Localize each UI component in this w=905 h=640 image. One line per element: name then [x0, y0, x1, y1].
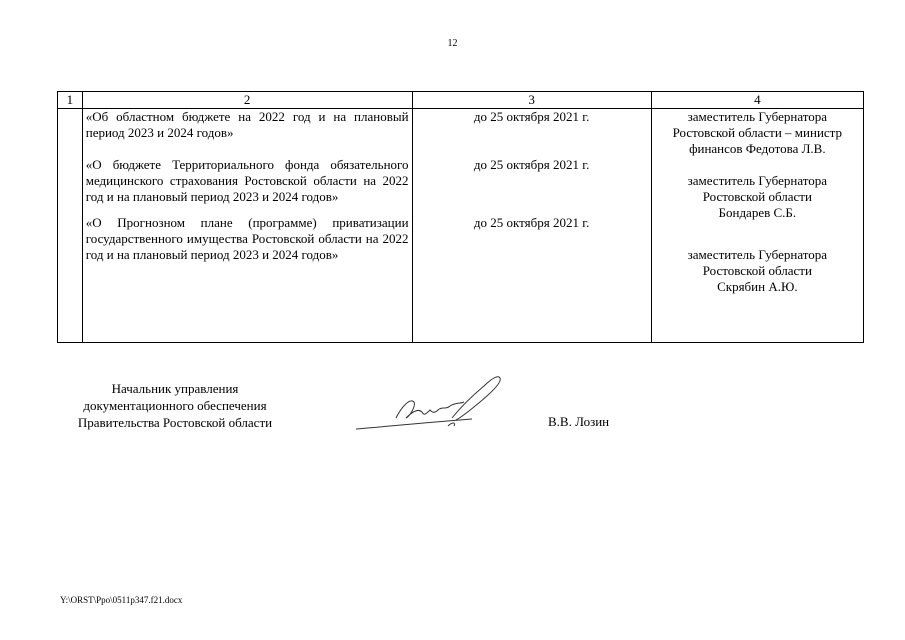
responsible-line: Бондарев С.Б.	[718, 205, 797, 220]
responsible-line: финансов Федотова Л.В.	[689, 141, 826, 156]
document-cell	[82, 109, 412, 343]
signatory-position-line: Правительства Ростовской области	[77, 415, 273, 430]
responsible-line: Скрябин А.Ю.	[717, 279, 798, 294]
table-row	[58, 109, 864, 343]
file-path: Y:\ORST\Ppo\0511p347.f21.docx	[60, 595, 183, 605]
deadline-1: до 25 октября 2021 г.	[473, 109, 590, 124]
responsible-2	[655, 173, 860, 221]
responsible-line: заместитель Губернатора	[687, 109, 828, 124]
document-title-2: «О бюджете Территориального фонда обязательного медицинского страхования Ростовской области на 2022 год и на плановый период 2023 и 2024 годов»	[85, 157, 409, 204]
responsible-line: Ростовской области – министр	[672, 125, 843, 140]
responsible-line: заместитель Губернатора	[687, 173, 828, 188]
plan-table	[57, 91, 864, 343]
responsible-1	[655, 109, 860, 157]
column-header: 2	[82, 92, 412, 109]
table-header-row	[58, 92, 864, 109]
signatory-position	[60, 380, 290, 431]
column-header: 3	[412, 92, 651, 109]
column-header: 4	[651, 92, 863, 109]
signatory-name: В.В. Лозин	[548, 414, 610, 429]
responsible-line: заместитель Губернатора	[687, 247, 828, 262]
number-cell	[58, 109, 83, 343]
page-number: 12	[447, 38, 458, 49]
responsible-line: Ростовской области	[702, 263, 812, 278]
signatory-position-line: Начальник управления	[111, 381, 239, 396]
deadline-cell	[412, 109, 651, 343]
signatory-position-line: документационного обеспечения	[83, 398, 267, 413]
handwritten-signature	[352, 372, 507, 434]
responsible-line: Ростовской области	[702, 189, 812, 204]
column-header: 1	[58, 92, 83, 109]
deadline-2: до 25 октября 2021 г.	[473, 157, 590, 172]
responsible-3	[655, 247, 860, 295]
responsible-cell	[651, 109, 863, 343]
deadline-3: до 25 октября 2021 г.	[473, 215, 590, 230]
document-title-3: «О Прогнозном плане (программе) приватизации государственного имущества Ростовской области на 2022 год и на плановый период 2023 и 2024 годов»	[85, 215, 409, 262]
document-title-1: «Об областном бюджете на 2022 год и на плановый период 2023 и 2024 годов»	[85, 109, 409, 140]
